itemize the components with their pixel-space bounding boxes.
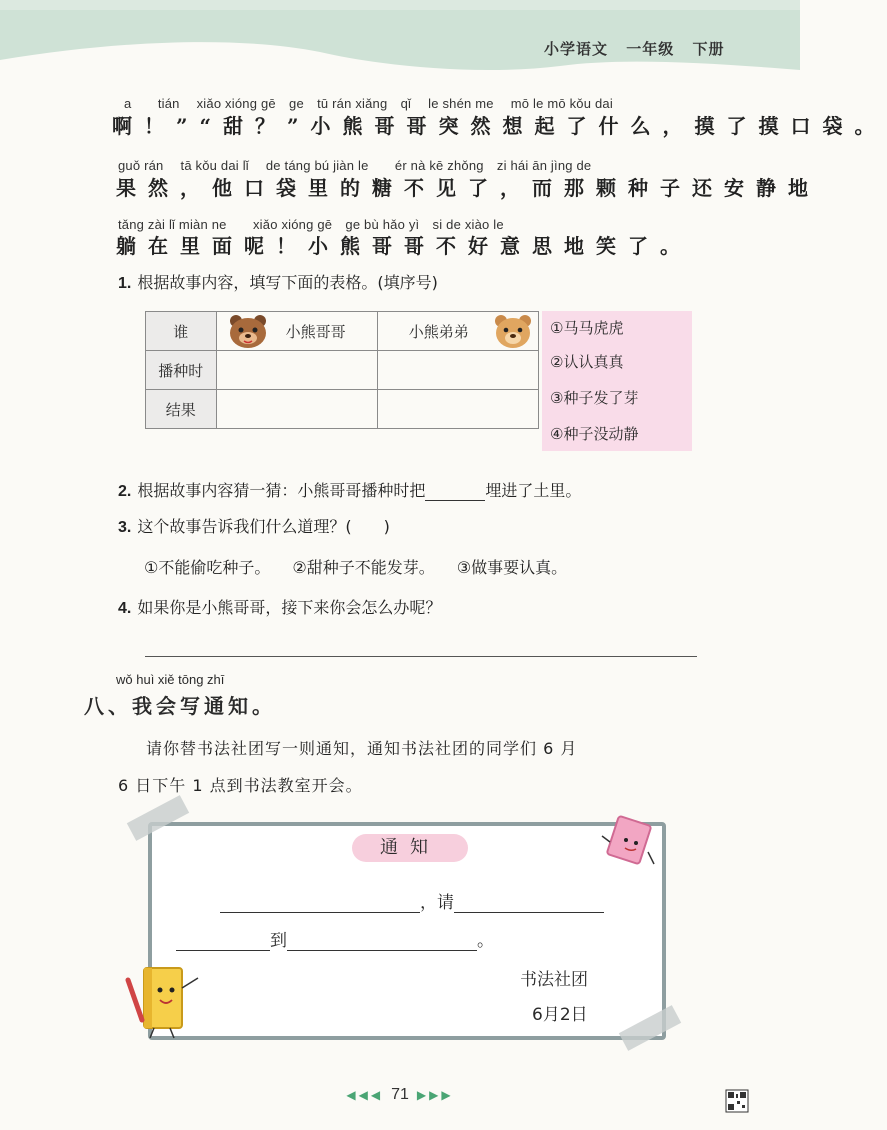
- section-8-pinyin: wǒ huì xiě tōng zhī: [116, 672, 225, 687]
- question-2-before: 根据故事内容猜一猜：小熊哥哥播种时把: [137, 481, 426, 500]
- older-bear-label: 小熊哥哥: [285, 323, 346, 341]
- option-3: ③种子发了芽: [550, 389, 639, 407]
- section-8-instruction-2: 6 日下午 1 点到书法教室开会。: [118, 776, 363, 795]
- q3-option-2: ②甜种子不能发芽。: [292, 558, 435, 577]
- notice-date: 6月2日: [532, 1005, 588, 1025]
- notice-period: 。: [477, 931, 494, 951]
- page-number: 71: [391, 1086, 409, 1103]
- question-4-text: 如果你是小熊哥哥，接下来你会怎么办呢？: [137, 598, 442, 617]
- section-8-instruction-1: 请你替书法社团写一则通知，通知书法社团的同学们 6 月: [146, 739, 578, 758]
- cell-older-result[interactable]: [216, 390, 377, 429]
- header-volume: 下册: [692, 40, 725, 58]
- section-8-title: 八、我会写通知。: [84, 694, 276, 718]
- older-bear-icon: [224, 311, 274, 351]
- story-line2-pinyin: guǒ rán tā kǒu dai lǐ de táng bú jiàn le ér nà kē zhǒng zi hái ān jìng de: [118, 158, 592, 173]
- younger-bear-icon: [491, 311, 535, 351]
- notice-blank-where[interactable]: [287, 930, 477, 951]
- question-2-after: 埋进了土里。: [485, 481, 582, 500]
- notice-blank-who[interactable]: [454, 892, 604, 913]
- q3-option-1: ①不能偷吃种子。: [144, 558, 271, 577]
- story-line3-pinyin: tǎng zài lǐ miàn ne xiǎo xióng gē ge bù hǎo yì si de xiào le: [118, 217, 504, 232]
- story-line1-text: 啊！”“甜？”小熊哥哥突然想起了什么，摸了摸口袋。: [112, 114, 887, 138]
- row-label-who: 谁: [146, 312, 217, 351]
- notice-blank-time[interactable]: [220, 892, 420, 913]
- pink-book-icon: [598, 812, 658, 872]
- question-3: [118, 514, 390, 537]
- cell-younger-sowing[interactable]: [377, 351, 538, 390]
- notice-to: 到: [270, 931, 287, 951]
- notice-line-2: [176, 926, 494, 951]
- notice-blank-when[interactable]: [176, 930, 270, 951]
- story-line3-text: 躺在里面呢！小熊哥哥不好意思地笑了。: [116, 234, 692, 258]
- footer-right-arrows: ▶▶▶: [416, 1088, 454, 1102]
- question-4-answer-line[interactable]: [145, 656, 697, 657]
- question-4-number: 4.: [118, 600, 132, 617]
- col-older-bear: [216, 312, 377, 351]
- question-3-options: [144, 555, 567, 578]
- question-1-text: 根据故事内容，填写下面的表格。(填序号): [137, 273, 438, 292]
- question-4: [118, 595, 441, 618]
- question-3-text: 这个故事告诉我们什么道理？( ): [137, 517, 390, 536]
- q3-option-3: ③做事要认真。: [456, 558, 568, 577]
- notice-line-1: [220, 888, 604, 913]
- page-footer: [0, 1086, 800, 1104]
- option-4: ④种子没动静: [550, 425, 639, 443]
- row-label-result: 结果: [146, 390, 217, 429]
- notice-please: ，请: [420, 893, 454, 913]
- header-title: [544, 38, 737, 59]
- question-2-blank[interactable]: [425, 482, 485, 501]
- qr-code-icon: [726, 1090, 748, 1112]
- younger-bear-label: 小熊弟弟: [408, 323, 469, 341]
- cell-older-sowing[interactable]: [216, 351, 377, 390]
- story-line1-pinyin: a tián xiǎo xióng gē ge tū rán xiǎng qǐ le shén me mō le mō kǒu dai: [124, 96, 613, 111]
- row-label-sowing: 播种时: [146, 351, 217, 390]
- header-subject: 小学语文: [544, 40, 609, 58]
- cell-younger-result[interactable]: [377, 390, 538, 429]
- footer-left-arrows: ◀◀◀: [346, 1088, 384, 1102]
- question-1: [118, 270, 438, 293]
- question-3-number: 3.: [118, 519, 132, 536]
- question-2: [118, 478, 581, 501]
- options-panel: [542, 311, 692, 451]
- question-2-number: 2.: [118, 483, 132, 500]
- notice-signer: 书法社团: [520, 970, 588, 990]
- question-1-number: 1.: [118, 275, 132, 292]
- option-2: ②认认真真: [550, 353, 624, 371]
- answer-table: [145, 311, 539, 429]
- yellow-book-icon: [118, 960, 208, 1040]
- header-grade: 一年级: [626, 40, 675, 58]
- story-line2-text: 果然，他口袋里的糖不见了，而那颗种子还安静地: [116, 176, 820, 200]
- option-1: ①马马虎虎: [550, 319, 624, 337]
- notice-title: 通知: [352, 834, 468, 862]
- col-younger-bear: [377, 312, 538, 351]
